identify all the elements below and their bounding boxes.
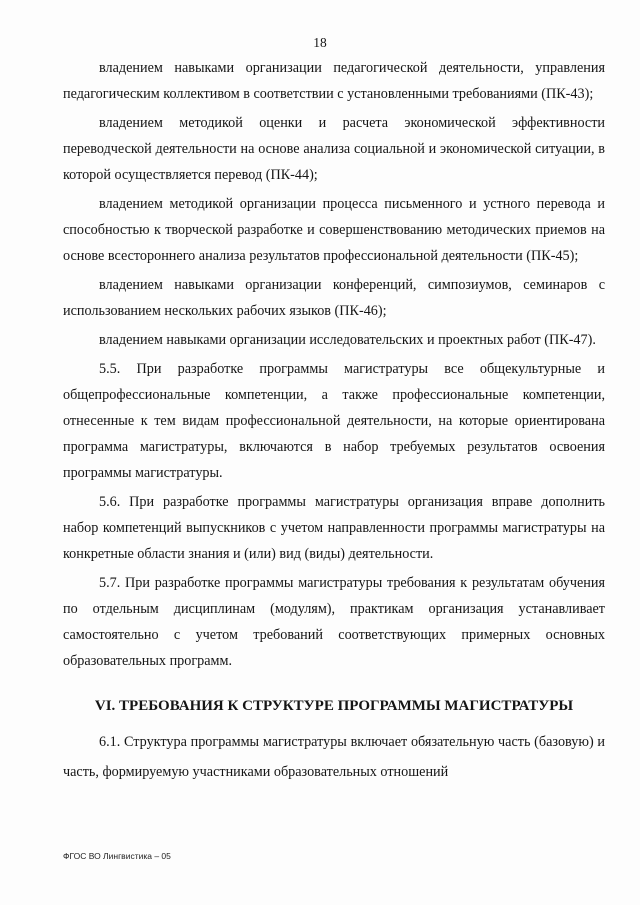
paragraph-pk-43: владением навыками организации педагогической деятельности, управления педагогическим коллективом в соответствии с установленными требованиями (ПК-43); xyxy=(63,60,605,102)
paragraph-6-1: 6.1. Структура программы магистратуры включает обязательную часть (базовую) и часть, формируемую участниками образовательных отношений xyxy=(63,734,605,780)
paragraph-5-7: 5.7. При разработке программы магистратуры требования к результатам обучения по отдельным дисциплинам (модулям), практикам организация устанавливает самостоятельно с учетом требований соответствующих примерных основных образовательных программ. xyxy=(63,575,605,669)
paragraph-pk-47: владением навыками организации исследовательских и проектных работ (ПК-47). xyxy=(99,332,596,348)
paragraph-pk-45: владением методикой организации процесса письменного и устного перевода и способностью к творческой разработке и совершенствованию методических приемов на основе всестороннего анализа результатов профессиональной деятельности (ПК-45); xyxy=(63,196,605,264)
section-heading: VI. ТРЕБОВАНИЯ К СТРУКТУРЕ ПРОГРАММЫ МАГИСТРАТУРЫ xyxy=(94,698,574,714)
document-footer: ФГОС ВО Лингвистика – 05 xyxy=(63,851,171,861)
paragraph-pk-46: владением навыками организации конференций, симпозиумов, семинаров с использованием нескольких рабочих языков (ПК-46); xyxy=(63,277,605,319)
page-body xyxy=(63,55,605,790)
paragraph-pk-44: владением методикой оценки и расчета экономической эффективности переводческой деятельности на основе анализа социальной и экономической ситуации, в которой осуществляется перевод (ПК-44); xyxy=(63,115,605,183)
paragraph-5-5: 5.5. При разработке программы магистратуры все общекультурные и общепрофессиональные компетенции, а также профессиональные компетенции, отнесенные к тем видам профессиональной деятельности, на которые ориентирована программа магистратуры, включаются в набор требуемых результатов освоения программы магистратуры. xyxy=(63,361,605,481)
paragraph-5-6: 5.6. При разработке программы магистратуры организация вправе дополнить набор компетенций выпускников с учетом направленности программы магистратуры на конкретные области знания и (или) вид (виды) деятельности. xyxy=(63,494,605,562)
page-number: 18 xyxy=(313,35,327,50)
